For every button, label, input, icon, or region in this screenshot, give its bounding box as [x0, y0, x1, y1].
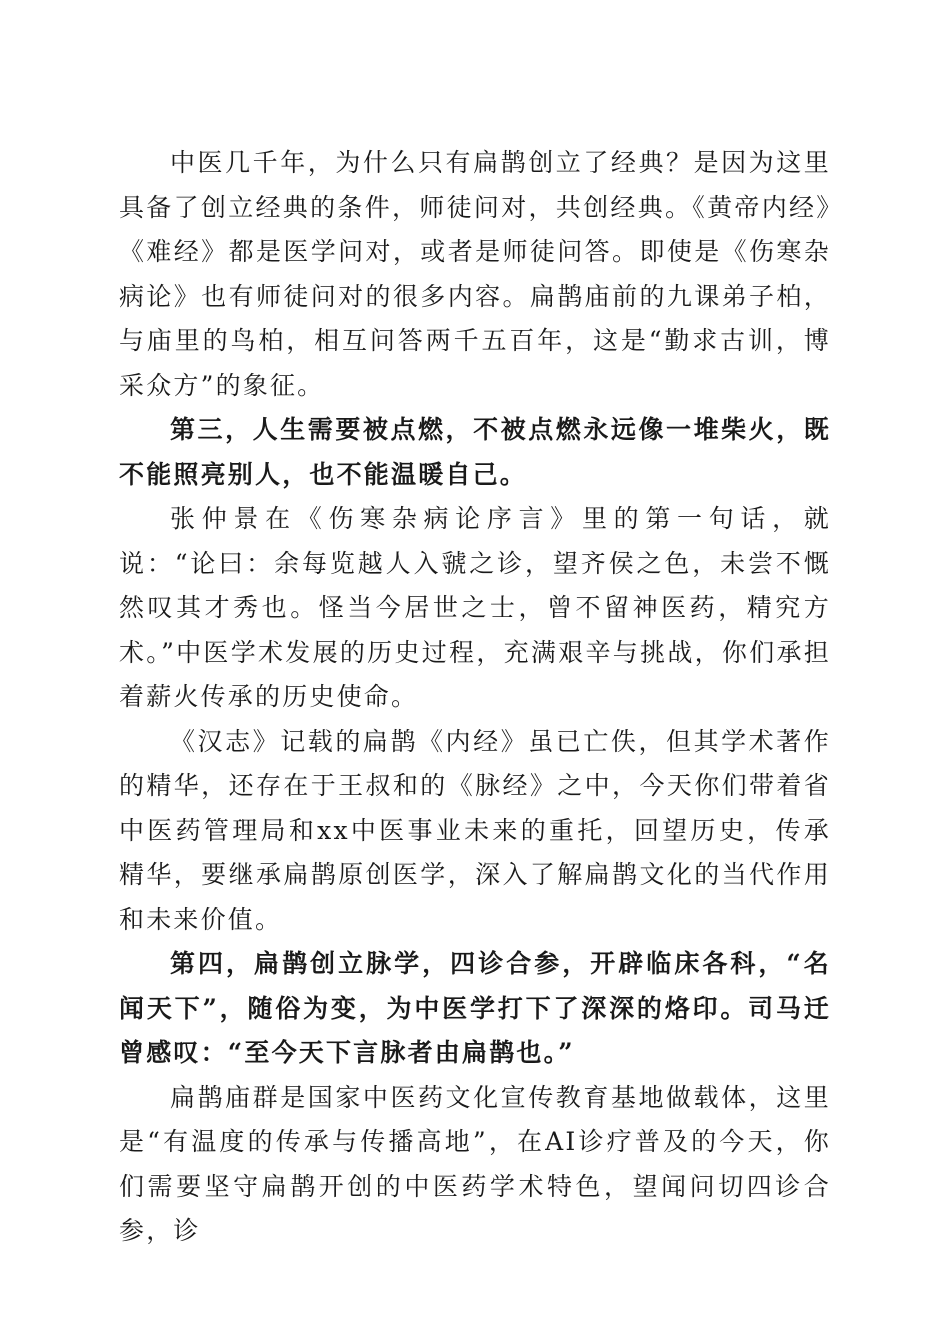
paragraph-zhang-zhongjing: 张仲景在《伤寒杂病论序言》里的第一句话，就说：“论曰：余每览越人入虢之诊，望齐侯之色，未尝不慨然叹其才秀也。怪当今居世之士，曾不留神医药，精究方术。”中医学术发展的历史过程，充满艰辛与挑战，你们承担着薪火传承的历史使命。	[119, 504, 831, 711]
paragraph-classics: 中医几千年，为什么只有扁鹊创立了经典？是因为这里具备了创立经典的条件，师徒问对，共创经典。《黄帝内经》《难经》都是医学问对，或者是师徒问答。即使是《伤寒杂病论》也有师徒问对的很多内容。扁鹊庙前的九课弟子柏，与庙里的鸟柏，相互问答两千五百年，这是“勤求古训，博采众方”的象征。	[119, 148, 831, 400]
paragraph-point-four: 第四，扁鹊创立脉学，四诊合参，开辟临床各科，“名闻天下”，随俗为变，为中医学打下了深深的烙印。司马迁曾感叹：“至今天下言脉者由扁鹊也。”	[119, 949, 831, 1067]
document-body	[119, 141, 831, 1254]
paragraph-temple-base: 扁鹊庙群是国家中医药文化宣传教育基地做载体，这里是“有温度的传承与传播高地”，在AI诊疗普及的今天，你们需要坚守扁鹊开创的中医药学术特色，望闻问切四诊合参，诊	[119, 1082, 831, 1245]
paragraph-point-three: 第三，人生需要被点燃，不被点燃永远像一堆柴火，既不能照亮别人，也不能温暖自己。	[119, 415, 831, 489]
paragraph-hanzhi: 《汉志》记载的扁鹊《内经》虽已亡佚，但其学术著作的精华，还存在于王叔和的《脉经》之中，今天你们带着省中医药管理局和xx中医事业未来的重托，回望历史，传承精华，要继承扁鹊原创医学，深入了解扁鹊文化的当代作用和未来价值。	[119, 726, 831, 934]
